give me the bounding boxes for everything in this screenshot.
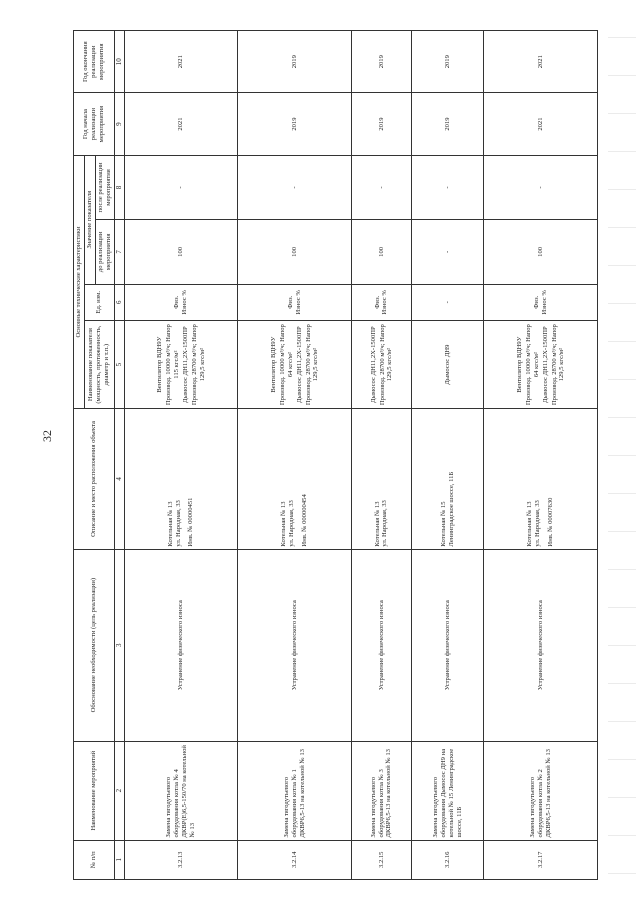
measure-name: Замена тягодутьевого оборудования котла № 4 ДКВР(Е)6,5-150/70 на котельной № 13 (124, 741, 238, 840)
column-number: 3 (114, 549, 124, 741)
spec-line: Дымосос ДН11,2Х-1500ПР (369, 326, 377, 403)
spec-line: Дымосос ДН11,2Х-1500ПР (295, 326, 303, 403)
row-number: 3.2.17 (484, 840, 598, 879)
indicator-spec (484, 320, 598, 408)
scan-edge-noise (608, 0, 636, 905)
object-location (124, 409, 238, 549)
value-after: - (484, 155, 598, 219)
row-number: 3.2.15 (352, 840, 412, 879)
spec-line: Производ. 28700 м³/ч; Напор 129,5 кгс/м² (304, 324, 320, 406)
measure-purpose: Устранение физического износа (411, 549, 483, 741)
object-line: Инв. № 000000454 (301, 494, 309, 547)
object-line: Котельная № 15 (439, 501, 447, 547)
row-number: 3.2.16 (411, 840, 483, 879)
start-year: 2019 (352, 93, 412, 155)
start-year: 2021 (124, 93, 238, 155)
value-after: - (124, 155, 238, 219)
table-row (124, 31, 238, 880)
unit: Физ. Износ % (238, 284, 352, 320)
spec-line: Вентилятор ВДН9У (515, 336, 523, 393)
object-line: Ленинградское шоссе, 11Б (447, 471, 455, 547)
end-year: 2019 (238, 31, 352, 93)
column-number: 1 (114, 840, 124, 879)
object-line: Котельная № 13 (280, 501, 288, 547)
column-number: 6 (114, 284, 124, 320)
value-before: 100 (238, 220, 352, 284)
object-location (238, 409, 352, 549)
spec-line: Дымосос ДН11,2Х-1500ПР (541, 326, 549, 403)
page-number: 32 (40, 430, 54, 442)
column-number: 7 (114, 220, 124, 284)
header-main-characteristics: Основные технические характеристики (74, 155, 85, 409)
end-year: 2021 (484, 31, 598, 93)
measure-name: Замена тягодутьевого оборудования Дымосос ДН9 на котельной № 15 Ленинградское шоссе, 11Б (411, 741, 483, 840)
object-line: ул. Народная, 33 (381, 500, 389, 547)
header-start-year: Год начала реализации мероприятия (74, 93, 115, 155)
measures-table (73, 30, 598, 880)
value-before: - (411, 220, 483, 284)
table-row (352, 31, 412, 880)
measure-name: Замена тягодутьевого оборудования котла № 1 ДКВР6,5-13 на котельной № 13 (238, 741, 352, 840)
value-before: 100 (124, 220, 238, 284)
table-row (411, 31, 483, 880)
header-purpose: Обоснование необходимости (цель реализации) (74, 549, 115, 741)
column-number: 5 (114, 320, 124, 408)
indicator-spec (411, 320, 483, 408)
column-number: 8 (114, 155, 124, 219)
object-line: Инв. № 00007630 (547, 497, 555, 547)
object-line: Котельная № 13 (373, 501, 381, 547)
object-line: Котельная № 13 (526, 501, 534, 547)
measure-name: Замена тягодутьевого оборудования котла № 3 ДКВР6,5-13 на котельной № 13 (352, 741, 412, 840)
value-before: 100 (484, 220, 598, 284)
measure-name: Замена тягодутьевого оборудования котла № 2 ДКВР6,5-13 на котельной № 13 (484, 741, 598, 840)
object-line: Котельная № 13 (166, 501, 174, 547)
row-number: 3.2.13 (124, 840, 238, 879)
column-number: 9 (114, 93, 124, 155)
value-after: - (352, 155, 412, 219)
header-name: Наименование мероприятий (74, 741, 115, 840)
column-number: 10 (114, 31, 124, 93)
indicator-spec (352, 320, 412, 408)
spec-line: Производ. 10000 м³/ч; Напор 64 кгс/м² (278, 324, 294, 406)
table-row (484, 31, 598, 880)
unit: - (411, 284, 483, 320)
header-end-year: Год окончания реализации мероприятия (74, 31, 115, 93)
end-year: 2021 (124, 31, 238, 93)
value-after: - (238, 155, 352, 219)
object-line: ул. Народная, 33 (534, 500, 542, 547)
object-location (484, 409, 598, 549)
measure-purpose: Устранение физического износа (484, 549, 598, 741)
spec-line: Производ. 28700 м³/ч; Напор 129,5 кгс/м² (550, 324, 566, 406)
indicator-spec (238, 320, 352, 408)
measure-purpose: Устранение физического износа (352, 549, 412, 741)
spec-line: Вентилятор ВДН9У (156, 336, 164, 393)
column-numbers-row (114, 31, 124, 880)
end-year: 2019 (352, 31, 412, 93)
unit: Физ. Износ % (124, 284, 238, 320)
header-row-1 (74, 31, 85, 880)
spec-line: Производ. 28700 м³/ч; Напор 129,5 кгс/м² (190, 324, 206, 406)
spec-line: Производ. 28700 м³/ч; Напор 129,5 кгс/м² (378, 324, 394, 406)
spec-line: Дымосос ДН9 (444, 344, 452, 385)
unit: Физ. Износ % (484, 284, 598, 320)
row-number: 3.2.14 (238, 840, 352, 879)
spec-line: Дымосос ДН11,2Х-1500ПР (181, 326, 189, 403)
header-indicator: Наименование показателя (мощность, протяженность, диаметр и т.п.) (84, 320, 114, 408)
header-num: № п/п (74, 840, 115, 879)
spec-line: Производ. 10000 м³/ч; Напор 64 кгс/м² (524, 324, 540, 406)
table-row (238, 31, 352, 880)
column-number: 2 (114, 741, 124, 840)
rotated-table-sheet (73, 30, 598, 880)
spec-line: Вентилятор ВДН9У (269, 336, 277, 393)
measure-purpose: Устранение физического износа (238, 549, 352, 741)
value-before: 100 (352, 220, 412, 284)
header-after: после реализации мероприятия (95, 155, 114, 219)
start-year: 2019 (411, 93, 483, 155)
end-year: 2019 (411, 31, 483, 93)
header-object: Описание и место расположения объекта (74, 409, 115, 549)
object-location (411, 409, 483, 549)
object-line: ул. Народная, 33 (174, 500, 182, 547)
column-number: 4 (114, 409, 124, 549)
object-line: ул. Народная, 33 (288, 500, 296, 547)
value-after: - (411, 155, 483, 219)
object-line: Инв. № 00000451 (187, 497, 195, 547)
header-before: до реализации мероприятия (95, 220, 114, 284)
start-year: 2019 (238, 93, 352, 155)
start-year: 2021 (484, 93, 598, 155)
header-value-group: Значение показателя (84, 155, 95, 284)
header-unit: Ед. изм. (84, 284, 114, 320)
indicator-spec (124, 320, 238, 408)
object-location (352, 409, 412, 549)
spec-line: Производ. 10000 м³/ч; Напор 115 кгс/м² (165, 324, 181, 406)
unit: Физ. Износ % (352, 284, 412, 320)
measure-purpose: Устранение физического износа (124, 549, 238, 741)
